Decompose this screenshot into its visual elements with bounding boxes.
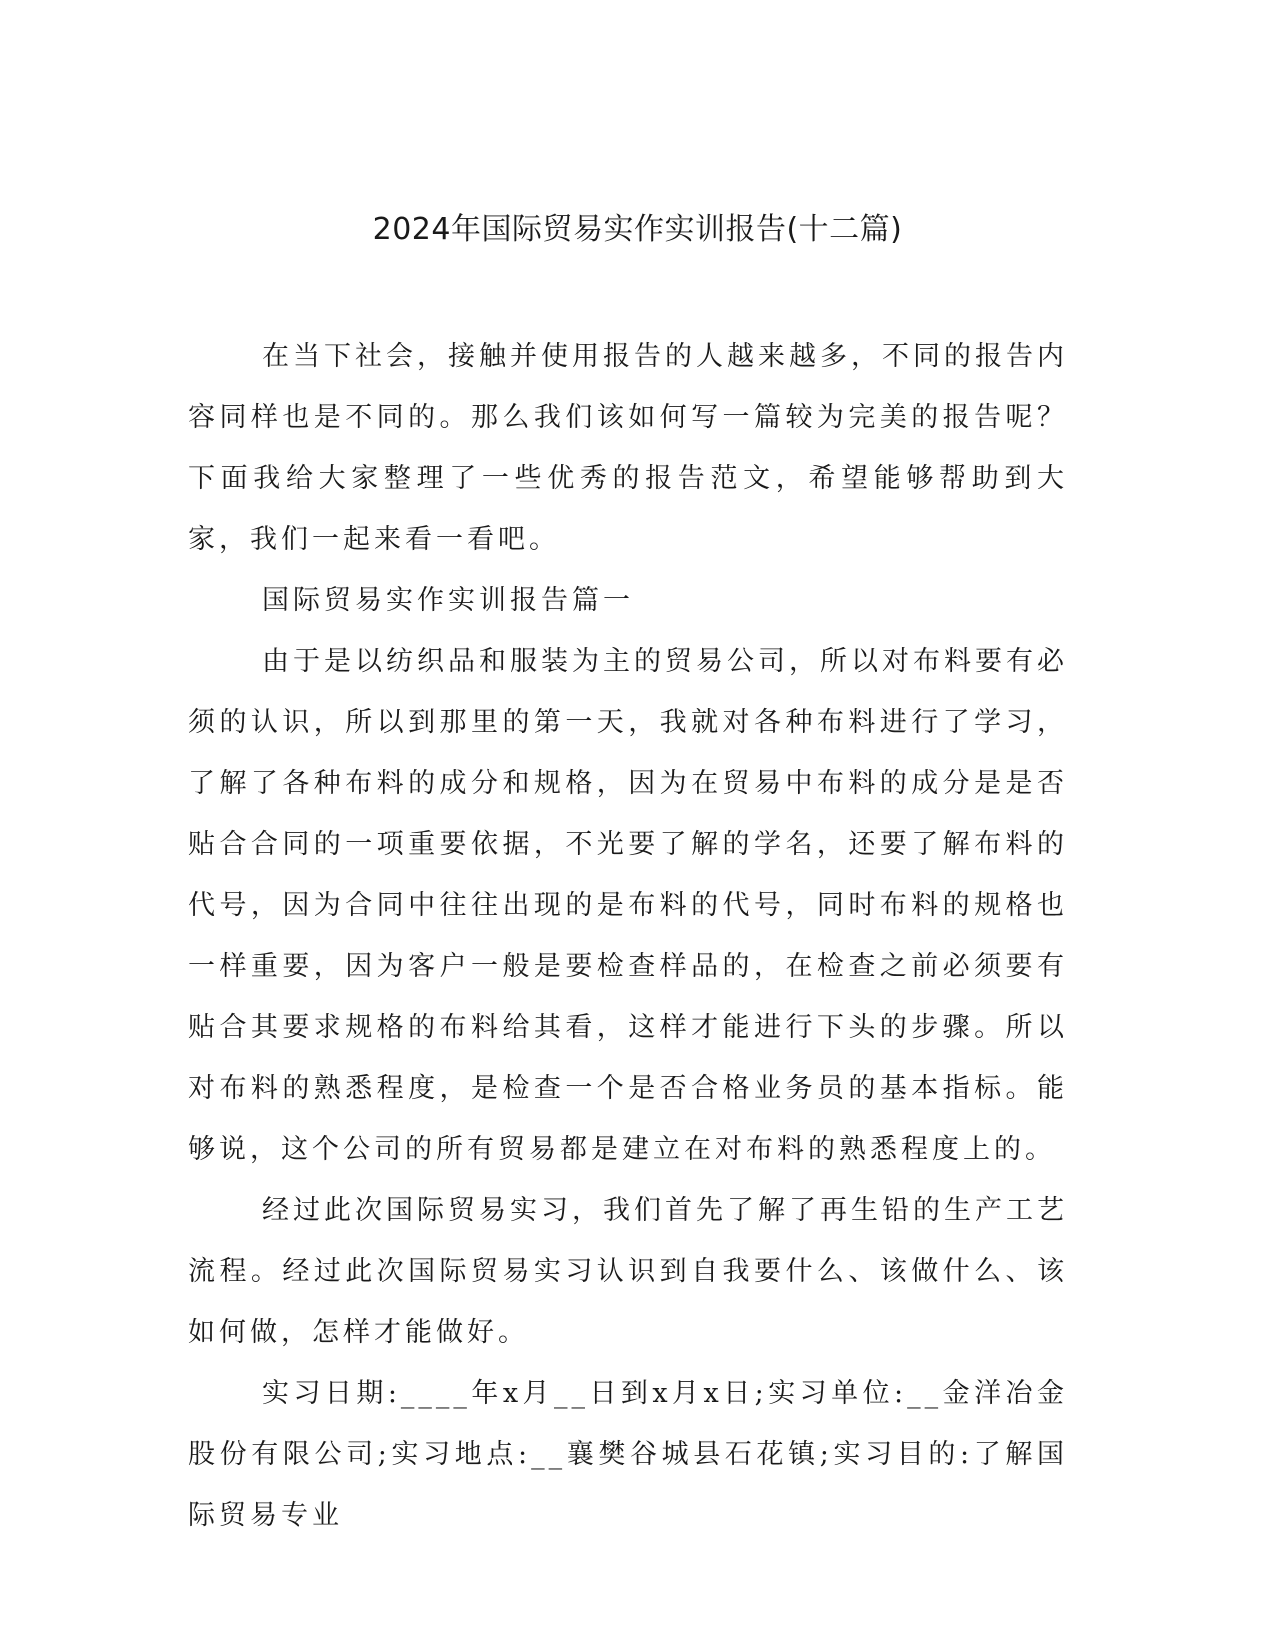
document-body [188, 326, 1068, 1546]
section-heading: 国际贸易实作实训报告篇一 [262, 585, 634, 616]
intro-paragraph: 在当下社会，接触并使用报告的人越来越多，不同的报告内容同样也是不同的。那么我们该如何写一篇较为完美的报告呢？下面我给大家整理了一些优秀的报告范文，希望能够帮助到大家，我们一起来看一看吧。 [188, 341, 1068, 555]
body-paragraph: 实习日期:____年x月__日到x月x日;实习单位:__金洋冶金股份有限公司;实习地点:__襄樊谷城县石花镇;实习目的:了解国际贸易专业 [188, 1378, 1068, 1531]
body-paragraph: 经过此次国际贸易实习，我们首先了解了再生铅的生产工艺流程。经过此次国际贸易实习认识到自我要什么、该做什么、该如何做，怎样才能做好。 [188, 1195, 1068, 1348]
document-title: 2024年国际贸易实作实训报告(十二篇) [372, 212, 903, 247]
body-paragraph: 由于是以纺织品和服装为主的贸易公司，所以对布料要有必须的认识，所以到那里的第一天，我就对各种布料进行了学习，了解了各种布料的成分和规格，因为在贸易中布料的成分是是否贴合合同的一项重要依据，不光要了解的学名，还要了解布料的代号，因为合同中往往出现的是布料的代号，同时布料的规格也一样重要，因为客户一般是要检查样品的，在检查之前必须要有贴合其要求规格的布料给其看，这样才能进行下头的步骤。所以对布料的熟悉程度，是检查一个是否合格业务员的基本指标。能够说，这个公司的所有贸易都是建立在对布料的熟悉程度上的。 [188, 646, 1068, 1165]
